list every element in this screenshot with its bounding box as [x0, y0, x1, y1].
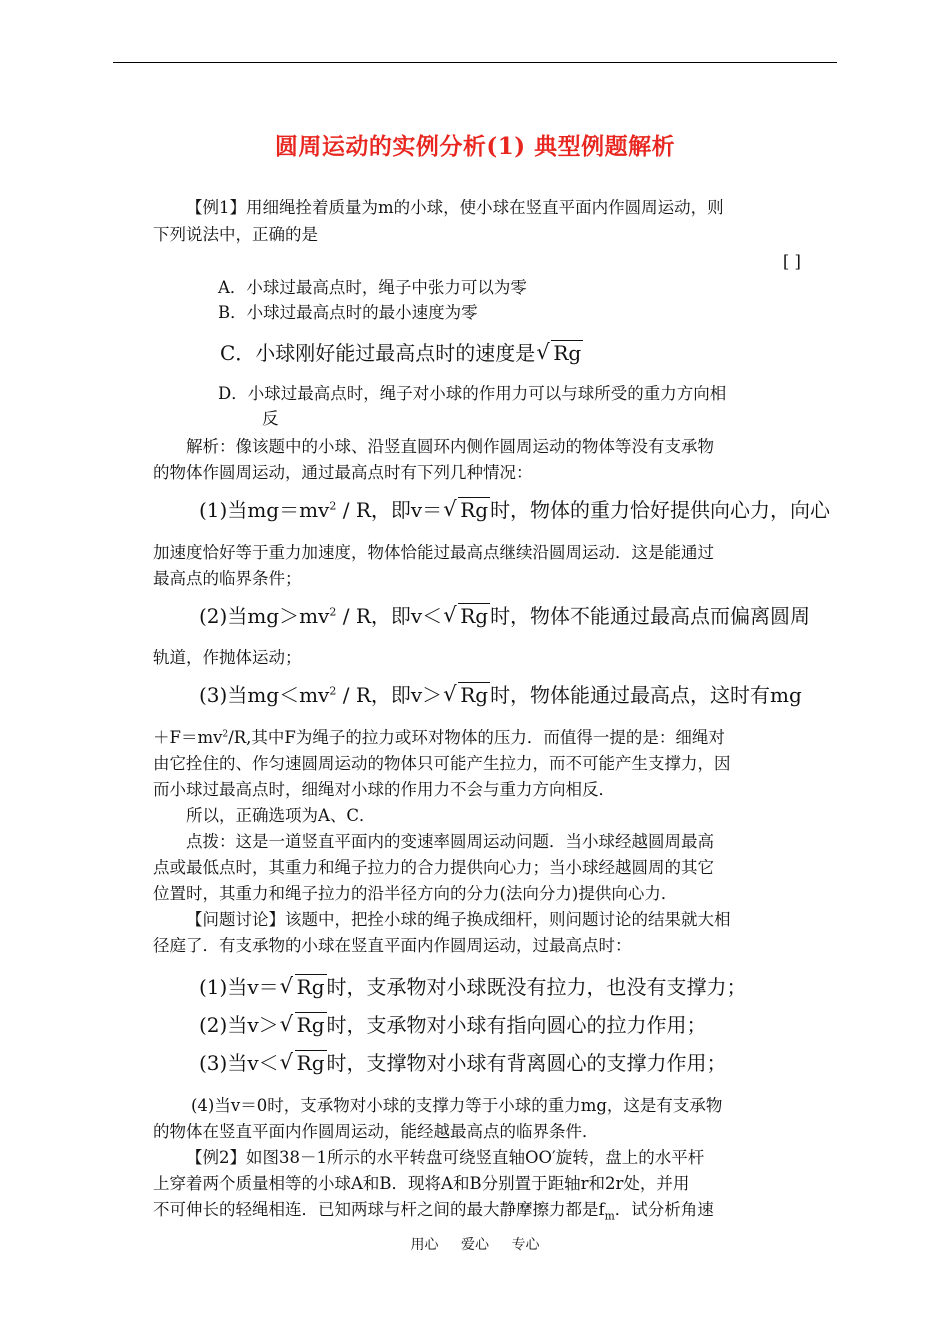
tip-line3: 位置时，其重力和绳子拉力的沿半径方向的分力(法向分力)提供向心力．	[153, 884, 678, 903]
ex2-line1: 【例2】如图38－1所示的水平转盘可绕竖直轴OO′旋转，盘上的水平杆	[186, 1148, 705, 1167]
case-3-cont-line3: 而小球过最高点时，细绳对小球的作用力不会与重力方向相反．	[153, 780, 615, 799]
footer-word: 专心	[511, 1237, 540, 1253]
discussion-case-4-line2: 的物体在竖直平面内作圆周运动，能经越最高点的临界条件．	[153, 1122, 599, 1141]
case-3-cont-line1: $+F=mv^2/R$,其中F为绳子的拉力或环对物体的压力．而值得一提的是：细绳对	[153, 728, 725, 747]
answer-line: 所以，正确选项为A、C．	[186, 806, 376, 825]
analysis-intro-line1: 解析：像该题中的小球、沿竖直圆环内侧作圆周运动的物体等没有支承物	[186, 437, 714, 456]
ex1-option-a: A．小球过最高点时，绳子中张力可以为零	[218, 278, 527, 297]
sqrt-rg: √ Rg	[443, 602, 490, 630]
case-1-formula: (1)当$mg=mv^2 / R$，即v＝√ Rg 时，物体的重力恰好提供向心力，向心	[199, 496, 830, 524]
ex1-option-c	[220, 339, 583, 367]
sqrt-rg: √ Rg	[536, 339, 583, 367]
case-3-cont-line2: 由它拴住的、作匀速圆周运动的物体只可能产生拉力，而不可能产生支撑力，因	[153, 754, 731, 773]
ex1-option-d-line1: D．小球过最高点时，绳子对小球的作用力可以与球所受的重力方向相	[218, 384, 727, 403]
case-2-formula: (2)当$mg>mv^2 / R$，即v＜√ Rg 时，物体不能通过最高点而偏离圆周	[199, 602, 810, 630]
sqrt-rg: √ Rg	[443, 681, 490, 709]
sqrt-rg: √ Rg	[280, 1011, 327, 1039]
tip-line1: 点拨：这是一道竖直平面内的变速率圆周运动问题．当小球经越圆周最高	[186, 832, 714, 851]
discussion-case-3: (3)当v＜√ Rg 时，支撑物对小球有背离圆心的支撑力作用；	[199, 1049, 727, 1077]
ex2-line3: 不可伸长的轻绳相连．已知两球与杆之间的最大静摩擦力都是$f_m$．试分析角速	[153, 1200, 714, 1223]
answer-bracket: [ ]	[782, 252, 801, 271]
ex1-question-line2: 下列说法中，正确的是	[153, 225, 318, 244]
case-2-cont: 轨道，作抛体运动；	[153, 648, 302, 667]
discussion-case-1: (1)当v＝√ Rg 时，支承物对小球既没有拉力，也没有支撑力；	[199, 973, 747, 1001]
discussion-case-2: (2)当v＞√ Rg 时，支承物对小球有指向圆心的拉力作用；	[199, 1011, 707, 1039]
header-rule	[113, 62, 837, 63]
sqrt-rg: √ Rg	[280, 973, 327, 1001]
analysis-intro-line2: 的物体作圆周运动，通过最高点时有下列几种情况：	[153, 463, 533, 482]
page-title: 圆周运动的实例分析(1) 典型例题解析	[274, 133, 676, 160]
case-3-formula: (3)当$mg<mv^2 / R$，即v＞√ Rg 时，物体能通过最高点，这时有mg	[199, 681, 802, 709]
page-footer	[0, 1234, 950, 1254]
option-c-text: C．小球刚好能过最高点时的速度是	[220, 341, 536, 365]
sqrt-rg: √ Rg	[443, 496, 490, 524]
tip-line2: 点或最低点时，其重力和绳子拉力的合力提供向心力；当小球经越圆周的其它	[153, 858, 714, 877]
discussion-case-4-line1: (4)当v＝0时，支承物对小球的支撑力等于小球的重力mg，这是有支承物	[191, 1096, 723, 1115]
footer-word: 爱心	[461, 1237, 489, 1253]
case-1-cont-line1: 加速度恰好等于重力加速度，物体恰能过最高点继续沿圆周运动．这是能通过	[153, 543, 714, 562]
ex1-option-d-line2: 反	[262, 409, 279, 428]
ex1-option-b: B．小球过最高点时的最小速度为零	[218, 303, 478, 322]
ex1-question-line1: 【例1】用细绳拴着质量为m的小球，使小球在竖直平面内作圆周运动，则	[186, 198, 724, 217]
discussion-line1: 【问题讨论】该题中，把拴小球的绳子换成细杆，则问题讨论的结果就大相	[186, 910, 731, 929]
ex2-line2: 上穿着两个质量相等的小球A和B．现将A和B分别置于距轴r和2r处，并用	[153, 1174, 690, 1193]
footer-word: 用心	[410, 1237, 439, 1253]
case-1-cont-line2: 最高点的临界条件；	[153, 569, 302, 588]
sqrt-rg: √ Rg	[280, 1049, 327, 1077]
discussion-line2: 径庭了．有支承物的小球在竖直平面内作圆周运动，过最高点时：	[153, 936, 632, 955]
